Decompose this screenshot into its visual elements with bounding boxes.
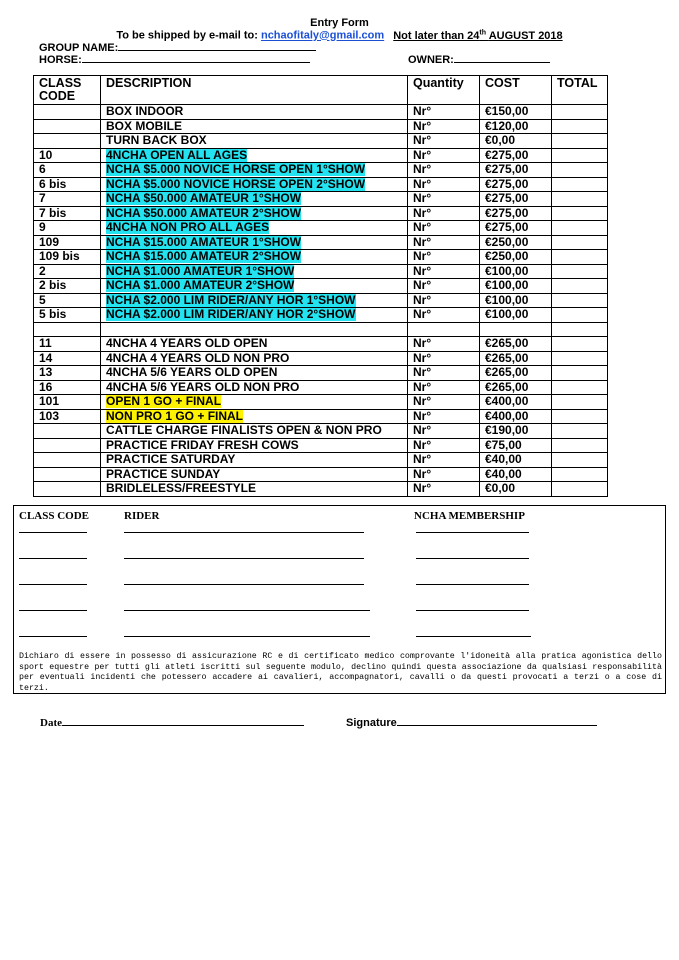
table-row [34,105,608,120]
col-quantity: Quantity [408,76,480,105]
owner-line[interactable] [454,53,550,63]
row-class-code: 9 [34,221,101,236]
row-description [101,206,408,221]
row-total[interactable] [552,308,608,323]
col-description: DESCRIPTION [101,76,408,105]
membership-line-2[interactable] [416,558,529,559]
deadline [393,30,562,42]
row-class-code [34,424,101,439]
table-row [34,206,608,221]
row-class-code: 5 bis [34,308,101,323]
date-line[interactable] [62,716,304,726]
row-class-code: 5 [34,293,101,308]
row-class-code: 109 bis [34,250,101,265]
membership-line-5[interactable] [416,636,531,637]
table-row [34,293,608,308]
deadline-sup: th [479,29,487,36]
membership-line-3[interactable] [416,584,529,585]
row-description [101,322,408,337]
row-cost: €265,00 [480,351,552,366]
row-class-code: 2 bis [34,279,101,294]
row-total[interactable] [552,148,608,163]
table-row [34,395,608,410]
class-description: PRACTICE SATURDAY [106,452,236,466]
row-quantity[interactable]: Nr° [408,235,480,250]
row-description [101,177,408,192]
table-row [34,380,608,395]
row-total[interactable] [552,337,608,352]
insurance-disclaimer: Dichiaro di essere in possesso di assicurazione RC e di certificato medico comprovante l'idoneità alla pratica agonistica dello sport equestre per tutti gli atleti iscritti sul seguente modulo, declino quindi questa associazione da qualsiasi responsabilità per eventuali incidenti che potessero accadere ai cavalieri, accompagnatori, cavalli o da questi provocati a terzi o a cose di terzi. [19,652,662,693]
membership-line-1[interactable] [416,532,529,533]
table-row [34,438,608,453]
owner-label: OWNER: [408,54,454,66]
row-cost [480,322,552,337]
row-cost: €75,00 [480,438,552,453]
class-description: TURN BACK BOX [106,133,207,147]
row-quantity[interactable]: Nr° [408,177,480,192]
table-row [34,279,608,294]
table-row [34,337,608,352]
shipping-instructions [0,29,679,42]
row-description [101,409,408,424]
row-quantity[interactable]: Nr° [408,366,480,381]
row-cost: €400,00 [480,395,552,410]
class-code-heading: CLASS CODE [19,510,89,522]
row-description [101,148,408,163]
row-class-code [34,322,101,337]
row-description [101,293,408,308]
class-description: 4NCHA OPEN ALL AGES [106,148,248,162]
row-quantity[interactable]: Nr° [408,148,480,163]
row-quantity[interactable]: Nr° [408,482,480,497]
row-class-code [34,467,101,482]
row-quantity[interactable]: Nr° [408,351,480,366]
class-code-line-3[interactable] [19,584,87,585]
row-class-code: 2 [34,264,101,279]
class-description: OPEN 1 GO + FINAL [106,394,222,408]
row-quantity[interactable]: Nr° [408,134,480,149]
table-row [34,467,608,482]
row-description [101,351,408,366]
class-code-line-1[interactable] [19,532,87,533]
class-description: NCHA $15.000 AMATEUR 1°SHOW [106,235,302,249]
row-cost: €190,00 [480,424,552,439]
row-quantity[interactable]: Nr° [408,438,480,453]
row-class-code: 10 [34,148,101,163]
row-total[interactable] [552,351,608,366]
row-description [101,163,408,178]
deadline-post: AUGUST 2018 [488,29,563,42]
row-cost: €265,00 [480,366,552,381]
row-cost: €275,00 [480,148,552,163]
row-description [101,438,408,453]
table-header-row [34,76,608,105]
class-description: 4NCHA 5/6 YEARS OLD OPEN [106,365,278,379]
row-description [101,380,408,395]
row-cost: €40,00 [480,453,552,468]
row-total[interactable] [552,409,608,424]
row-total[interactable] [552,134,608,149]
class-description: BOX MOBILE [106,119,183,133]
row-quantity[interactable]: Nr° [408,105,480,120]
signature-line[interactable] [397,716,597,726]
row-class-code: 13 [34,366,101,381]
row-quantity[interactable]: Nr° [408,380,480,395]
row-total[interactable] [552,322,608,337]
classes-table [33,75,608,497]
deadline-pre: Not later than 24 [393,29,480,42]
row-cost: €100,00 [480,279,552,294]
membership-heading: NCHA MEMBERSHIP [414,510,525,522]
rider-line-3[interactable] [124,584,364,585]
table-row [34,192,608,207]
table-row [34,264,608,279]
class-description: NCHA $5.000 NOVICE HORSE OPEN 1°SHOW [106,162,366,176]
row-quantity[interactable]: Nr° [408,424,480,439]
horse-label: HORSE: [39,54,82,66]
row-total[interactable] [552,395,608,410]
class-description: 4NCHA 5/6 YEARS OLD NON PRO [106,380,300,394]
row-total[interactable] [552,163,608,178]
row-cost: €400,00 [480,409,552,424]
row-cost: €150,00 [480,105,552,120]
class-description: 4NCHA 4 YEARS OLD OPEN [106,336,268,350]
row-description [101,235,408,250]
row-cost: €275,00 [480,221,552,236]
row-description [101,467,408,482]
row-total[interactable] [552,424,608,439]
table-row [34,250,608,265]
row-class-code [34,482,101,497]
row-quantity[interactable]: Nr° [408,264,480,279]
row-description [101,424,408,439]
table-row [34,366,608,381]
rider-line-1[interactable] [124,532,364,533]
col-class-code: CLASS CODE [34,76,101,105]
row-class-code: 16 [34,380,101,395]
class-code-line-5[interactable] [19,636,87,637]
class-description: NCHA $15.000 AMATEUR 2°SHOW [106,249,302,263]
row-class-code [34,105,101,120]
row-quantity[interactable] [408,322,480,337]
class-description: NON PRO 1 GO + FINAL [106,409,244,423]
row-cost: €265,00 [480,380,552,395]
date-field[interactable] [40,716,304,729]
row-total[interactable] [552,293,608,308]
class-code-line-2[interactable] [19,558,87,559]
row-total[interactable] [552,482,608,497]
row-class-code [34,453,101,468]
row-quantity[interactable]: Nr° [408,206,480,221]
group-name-label: GROUP NAME: [39,42,119,54]
row-total[interactable] [552,279,608,294]
row-total[interactable] [552,105,608,120]
row-total[interactable] [552,366,608,381]
table-row [34,148,608,163]
row-total[interactable] [552,380,608,395]
horse-line[interactable] [82,53,310,63]
table-row [34,163,608,178]
row-description [101,366,408,381]
table-row [34,221,608,236]
row-class-code [34,438,101,453]
row-total[interactable] [552,192,608,207]
row-description [101,221,408,236]
horse-field[interactable] [39,53,310,66]
class-description: NCHA $50.000 AMATEUR 2°SHOW [106,206,302,220]
row-cost: €120,00 [480,119,552,134]
table-row [34,119,608,134]
table-row [34,453,608,468]
row-quantity[interactable]: Nr° [408,395,480,410]
owner-field[interactable] [408,53,550,66]
row-class-code: 14 [34,351,101,366]
table-row [34,351,608,366]
row-class-code: 7 [34,192,101,207]
row-total[interactable] [552,438,608,453]
rider-line-5[interactable] [124,636,370,637]
row-description [101,337,408,352]
row-cost: €275,00 [480,163,552,178]
row-total[interactable] [552,177,608,192]
class-description: BRIDLELESS/FREESTYLE [106,481,257,495]
class-description: PRACTICE FRIDAY FRESH COWS [106,438,299,452]
row-cost: €100,00 [480,308,552,323]
class-description: PRACTICE SUNDAY [106,467,221,481]
membership-line-4[interactable] [416,610,529,611]
row-class-code: 103 [34,409,101,424]
table-row [34,134,608,149]
row-description [101,395,408,410]
class-code-line-4[interactable] [19,610,87,611]
class-description: 4NCHA NON PRO ALL AGES [106,220,270,234]
table-row [34,424,608,439]
row-cost: €100,00 [480,264,552,279]
row-cost: €0,00 [480,134,552,149]
class-description: 4NCHA 4 YEARS OLD NON PRO [106,351,290,365]
row-cost: €0,00 [480,482,552,497]
row-cost: €100,00 [480,293,552,308]
table-row [34,308,608,323]
table-row [34,482,608,497]
class-description: NCHA $5.000 NOVICE HORSE OPEN 2°SHOW [106,177,366,191]
class-description: NCHA $1.000 AMATEUR 1°SHOW [106,264,295,278]
row-class-code: 109 [34,235,101,250]
row-cost: €265,00 [480,337,552,352]
row-total[interactable] [552,467,608,482]
row-quantity[interactable]: Nr° [408,293,480,308]
row-total[interactable] [552,235,608,250]
row-cost: €250,00 [480,235,552,250]
row-quantity[interactable]: Nr° [408,467,480,482]
ship-prefix: To be shipped by e-mail to: [116,29,258,42]
row-description [101,134,408,149]
row-description [101,279,408,294]
class-description: BOX INDOOR [106,104,184,118]
row-description [101,250,408,265]
row-description [101,192,408,207]
row-class-code: 101 [34,395,101,410]
row-quantity[interactable]: Nr° [408,119,480,134]
date-label: Date [40,717,62,729]
group-name-line[interactable] [118,41,316,51]
row-quantity[interactable]: Nr° [408,453,480,468]
row-cost: €250,00 [480,250,552,265]
row-quantity[interactable]: Nr° [408,192,480,207]
row-total[interactable] [552,221,608,236]
row-class-code: 11 [34,337,101,352]
rider-line-2[interactable] [124,558,364,559]
col-cost: COST [480,76,552,105]
row-class-code: 7 bis [34,206,101,221]
row-quantity[interactable]: Nr° [408,250,480,265]
row-class-code [34,119,101,134]
class-description: NCHA $1.000 AMATEUR 2°SHOW [106,278,295,292]
table-row [34,177,608,192]
row-class-code: 6 bis [34,177,101,192]
class-description: CATTLE CHARGE FINALISTS OPEN & NON PRO [106,423,382,437]
class-description: NCHA $50.000 AMATEUR 1°SHOW [106,191,302,205]
row-description [101,264,408,279]
row-quantity[interactable]: Nr° [408,308,480,323]
email-link[interactable]: nchaofitaly@gmail.com [260,29,385,42]
col-total: TOTAL [552,76,608,105]
row-description [101,308,408,323]
row-quantity[interactable]: Nr° [408,337,480,352]
rider-heading: RIDER [124,510,160,522]
row-total[interactable] [552,206,608,221]
class-description: NCHA $2.000 LIM RIDER/ANY HOR 2°SHOW [106,307,356,321]
table-row [34,322,608,337]
row-total[interactable] [552,453,608,468]
row-quantity[interactable]: Nr° [408,279,480,294]
row-description [101,119,408,134]
table-body [34,105,608,497]
row-description [101,482,408,497]
row-quantity[interactable]: Nr° [408,163,480,178]
class-description: NCHA $2.000 LIM RIDER/ANY HOR 1°SHOW [106,293,356,307]
signature-field[interactable] [346,716,597,729]
form-title: Entry Form [310,17,369,29]
row-quantity[interactable]: Nr° [408,409,480,424]
row-description [101,453,408,468]
row-description [101,105,408,120]
row-total[interactable] [552,250,608,265]
row-class-code [34,134,101,149]
rider-section [13,505,666,694]
row-cost: €40,00 [480,467,552,482]
row-cost: €275,00 [480,192,552,207]
table-row [34,235,608,250]
row-quantity[interactable]: Nr° [408,221,480,236]
row-total[interactable] [552,119,608,134]
row-cost: €275,00 [480,206,552,221]
rider-line-4[interactable] [124,610,370,611]
row-total[interactable] [552,264,608,279]
row-class-code: 6 [34,163,101,178]
signature-label: Signature [346,717,397,729]
row-cost: €275,00 [480,177,552,192]
table-row [34,409,608,424]
